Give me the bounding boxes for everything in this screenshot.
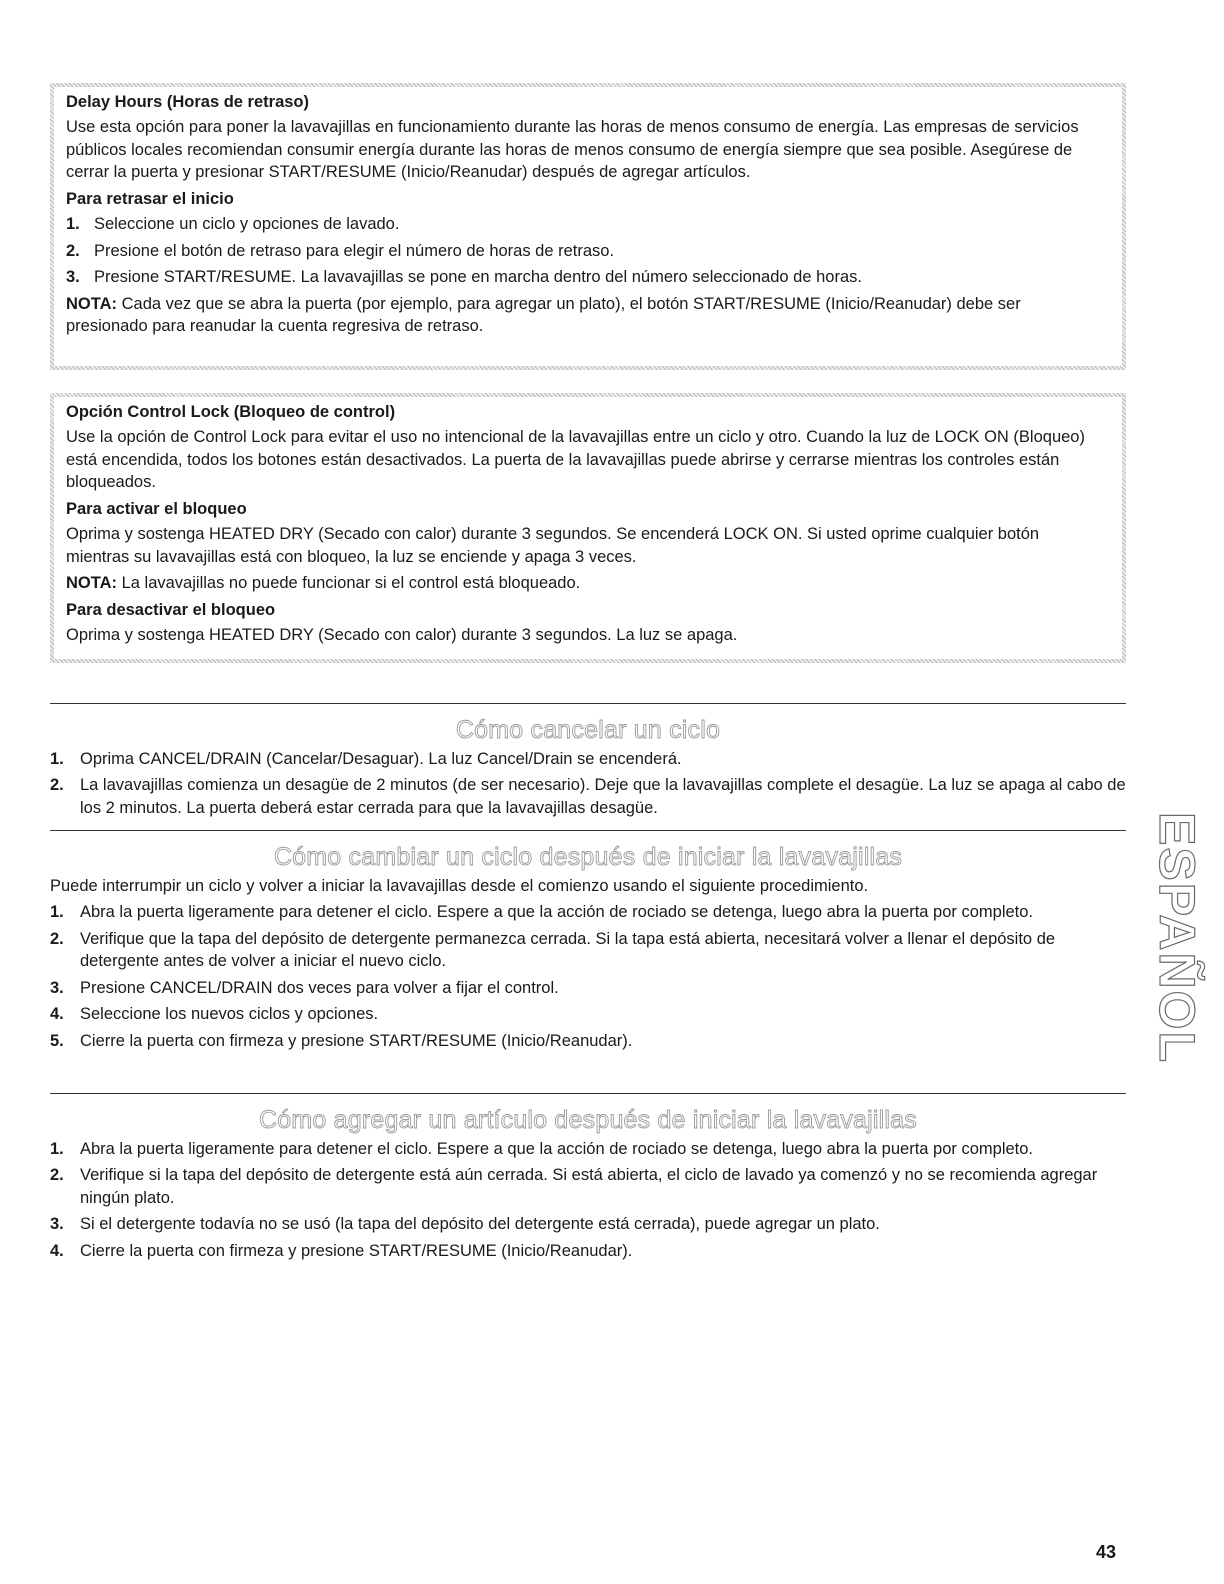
step-number: 4.	[50, 1241, 64, 1260]
note-label: NOTA:	[66, 574, 118, 593]
add-item-heading: Cómo agregar un artículo después de iniciar la lavavajillas	[259, 1106, 917, 1134]
step-text: Cierre la puerta con firmeza y presione START/RESUME (Inicio/Reanudar).	[80, 1031, 633, 1050]
change-cycle-intro: Puede interrumpir un ciclo y volver a iniciar la lavavajillas desde el comienzo usando el siguiente procedimiento.	[50, 877, 869, 895]
section-divider	[50, 703, 1126, 704]
list-item	[50, 1164, 1126, 1209]
step-number: 5.	[50, 1031, 64, 1050]
note-text: La lavavajillas no puede funcionar si el control está bloqueado.	[117, 574, 581, 593]
step-text: Abra la puerta ligeramente para detener el ciclo. Espere a que la acción de rociado se detenga, luego abra la puerta por completo.	[80, 903, 1034, 922]
list-item	[50, 1138, 1126, 1160]
list-item	[50, 1213, 1126, 1235]
change-cycle-heading: Cómo cambiar un ciclo después de iniciar la lavavajillas	[273, 843, 903, 871]
step-text: La lavavajillas comienza un desagüe de 2 minutos (de ser necesario). Deje que la lavavajillas complete el desagüe. La luz se apaga al cabo de los 2 minutos. La puerta deberá estar cerrada para que la lavavajillas desagüe.	[80, 776, 1126, 817]
step-text: Si el detergente todavía no se usó (la tapa del depósito del detergente está cerrada), puede agregar un plato.	[80, 1215, 880, 1234]
delay-hours-title: Delay Hours (Horas de retraso)	[66, 93, 309, 111]
delay-hours-box	[50, 83, 1126, 370]
step-number: 1.	[66, 215, 80, 234]
step-text: Verifique que la tapa del depósito de detergente permanezca cerrada. Si la tapa está abierta, necesitará volver a llenar el depósito de detergente antes de volver a iniciar el nuevo ciclo.	[80, 929, 1056, 971]
step-text: Abra la puerta ligeramente para detener el ciclo. Espere a que la acción de rociado se detenga, luego abra la puerta por completo.	[80, 1140, 1034, 1158]
step-number: 4.	[50, 1005, 64, 1024]
control-lock-box	[50, 393, 1126, 663]
activate-lock-text: Oprima y sostenga HEATED DRY (Secado con calor) durante 3 segundos. Se encenderá LOCK ON. Si usted oprime cualquier botón mientras su lavavajillas está con bloqueo, la luz se enciende y apaga 3 veces.	[66, 525, 1040, 566]
step-text: Oprima CANCEL/DRAIN (Cancelar/Desaguar). La luz Cancel/Drain se encenderá.	[80, 750, 682, 768]
activate-lock-subheading: Para activar el bloqueo	[66, 499, 247, 518]
step-text: Verifique si la tapa del depósito de detergente está aún cerrada. Si está abierta, el ciclo de lavado ya comenzó y no se recomienda agregar ningún plato.	[80, 1166, 1098, 1207]
list-item	[50, 1240, 1126, 1262]
step-text: Presione el botón de retraso para elegir el número de horas de retraso.	[94, 241, 615, 260]
list-item	[50, 977, 1126, 999]
deactivate-lock-subheading: Para desactivar el bloqueo	[66, 600, 276, 619]
step-text: Presione CANCEL/DRAIN dos veces para volver a fijar el control.	[80, 978, 559, 997]
note-label: NOTA:	[66, 294, 118, 313]
list-item	[66, 213, 1106, 235]
section-divider	[50, 830, 1126, 831]
step-text: Seleccione un ciclo y opciones de lavado.	[94, 215, 400, 234]
step-number: 1.	[50, 1140, 64, 1158]
list-item	[50, 774, 1126, 819]
control-lock-title: Opción Control Lock (Bloqueo de control)	[66, 403, 396, 421]
step-number: 2.	[50, 776, 64, 795]
section-divider	[50, 1093, 1126, 1094]
add-item-section	[50, 1093, 1126, 1266]
step-text: Seleccione los nuevos ciclos y opciones.	[80, 1005, 379, 1024]
step-text: Presione START/RESUME. La lavavajillas se pone en marcha dentro del número seleccionado de horas.	[94, 268, 862, 287]
step-text: Cierre la puerta con firmeza y presione START/RESUME (Inicio/Reanudar).	[80, 1241, 633, 1260]
note-text: Cada vez que se abra la puerta (por ejemplo, para agregar un plato), el botón START/RESUME (Inicio/Reanudar) debe ser presionado para reanudar la cuenta regresiva de retraso.	[66, 294, 1021, 335]
cancel-cycle-section	[50, 703, 1126, 823]
language-label: ESPAÑOL	[1149, 812, 1205, 1064]
list-item	[50, 748, 1126, 770]
step-number: 1.	[50, 750, 64, 768]
step-number: 2.	[66, 241, 80, 260]
page-number: 43	[1096, 1542, 1117, 1562]
lock-note	[66, 572, 1106, 594]
change-cycle-section	[50, 830, 1126, 1056]
list-item	[50, 1003, 1126, 1025]
list-item	[66, 266, 1106, 288]
delay-hours-intro: Use esta opción para poner la lavavajillas en funcionamiento durante las horas de menos consumo de energía. Las empresas de servicios públicos locales recomiendan consumir energía durante las horas de menos consumo de energía siempre que sea posible. Asegúrese de cerrar la puerta y presionar START/RESUME (Inicio/Reanudar) después de agregar artículos.	[66, 118, 1079, 182]
list-item	[50, 901, 1126, 923]
step-number: 2.	[50, 929, 64, 948]
step-number: 2.	[50, 1166, 64, 1185]
step-number: 3.	[50, 978, 64, 997]
list-item	[50, 928, 1126, 973]
deactivate-lock-text: Oprima y sostenga HEATED DRY (Secado con calor) durante 3 segundos. La luz se apaga.	[66, 625, 738, 644]
delay-start-subheading: Para retrasar el inicio	[66, 189, 234, 208]
step-number: 3.	[50, 1215, 64, 1234]
control-lock-intro: Use la opción de Control Lock para evitar el uso no intencional de la lavavajillas entre un ciclo y otro. Cuando la luz de LOCK ON (Bloqueo) está encendida, todos los botones están desactivados. La puerta de la lavavajillas puede abrirse y cerrarse mientras los controles están bloqueados.	[66, 428, 1085, 492]
step-number: 1.	[50, 903, 64, 922]
step-number: 3.	[66, 268, 80, 287]
list-item	[50, 1030, 1126, 1052]
list-item	[66, 240, 1106, 262]
language-side-tab	[1138, 812, 1216, 1064]
delay-note	[66, 293, 1106, 338]
cancel-cycle-heading: Cómo cancelar un ciclo	[455, 716, 721, 744]
